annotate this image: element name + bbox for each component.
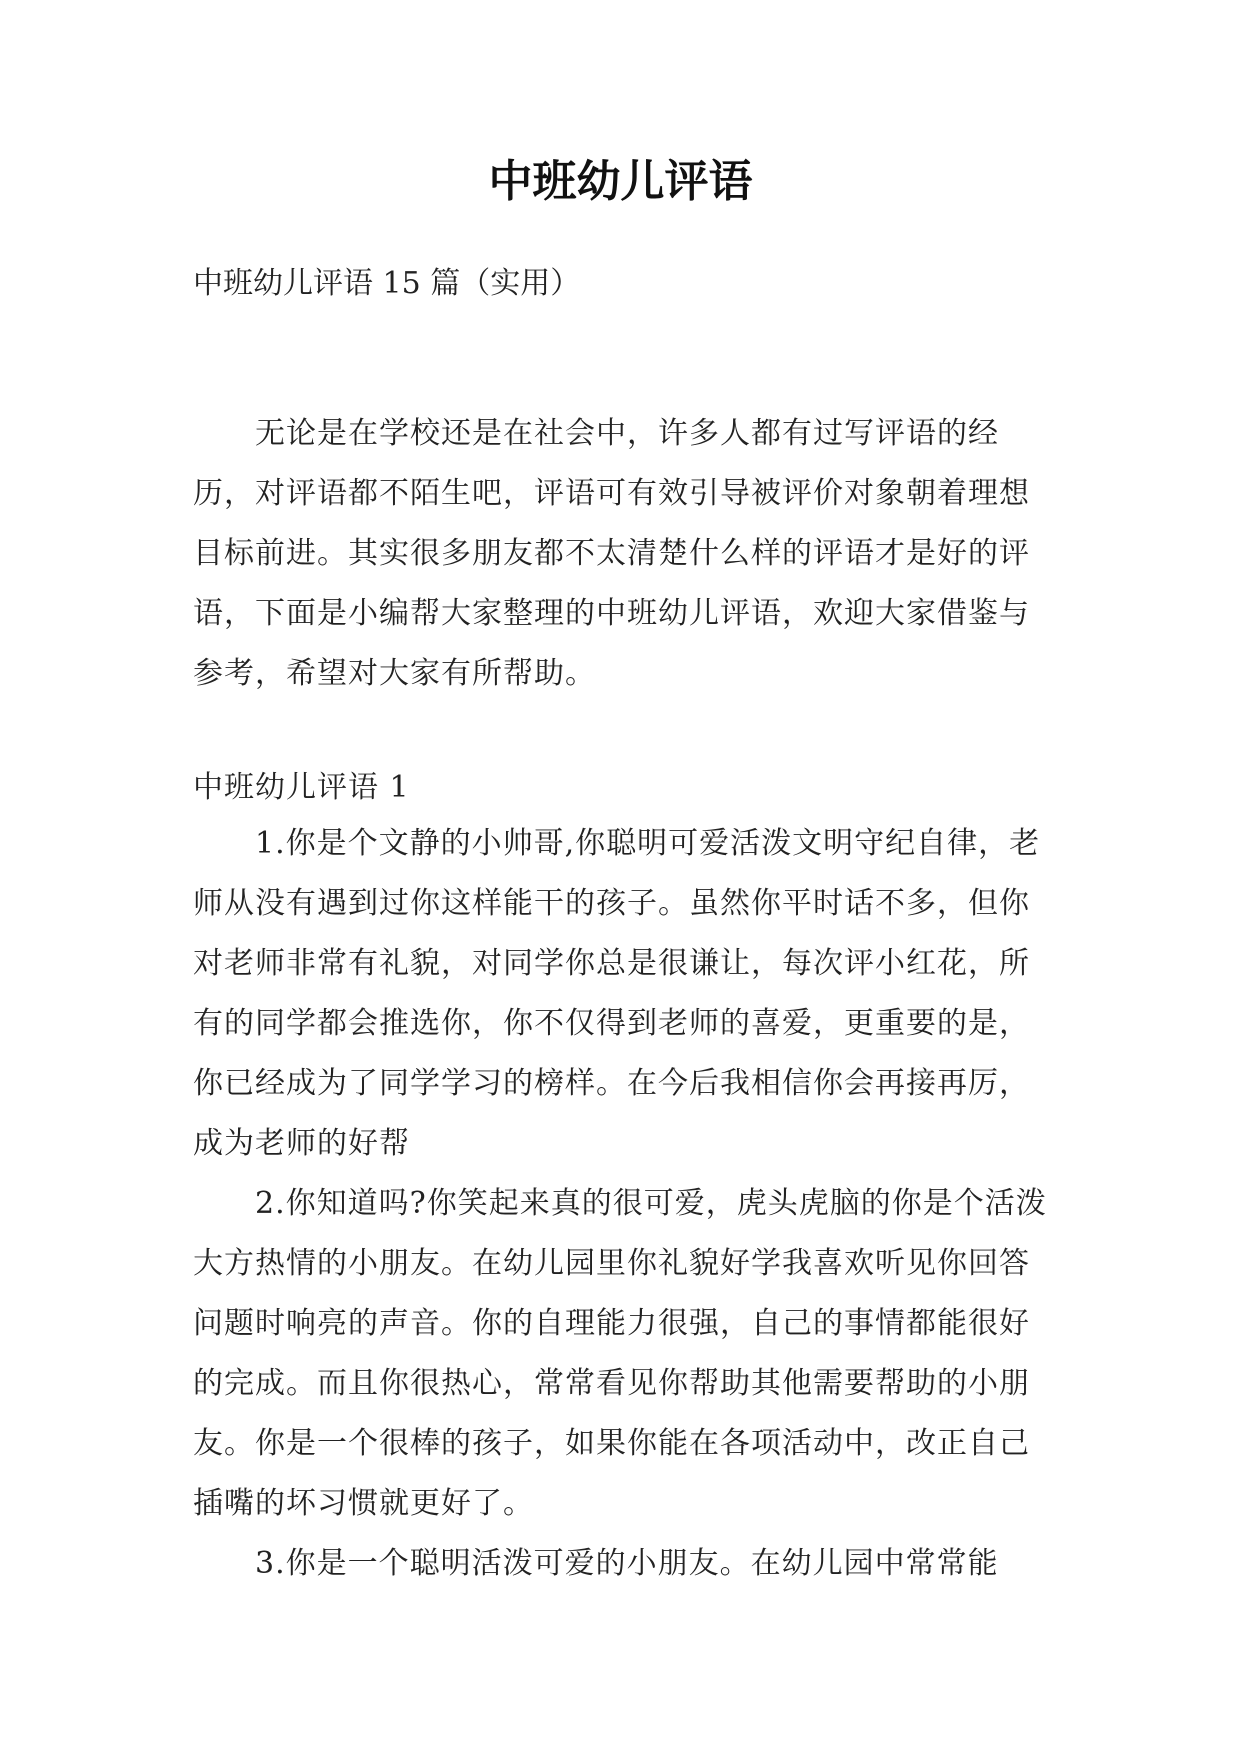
intro-paragraph: 无论是在学校还是在社会中，许多人都有过写评语的经历，对评语都不陌生吧，评语可有效引导被评价对象朝着理想目标前进。其实很多朋友都不太清楚什么样的评语才是好的评语，下面是小编帮大家整理的中班幼儿评语，欢迎大家借鉴与参考，希望对大家有所帮助。 bbox=[193, 416, 1030, 691]
comment-section-1 bbox=[193, 762, 1053, 1594]
section-heading: 中班幼儿评语 1 bbox=[193, 770, 410, 805]
document-subtitle: 中班幼儿评语 15 篇（实用） bbox=[193, 266, 581, 301]
comment-item: 3.你是一个聪明活泼可爱的小朋友。在幼儿园中常常能 bbox=[255, 1546, 999, 1581]
comment-item: 1.你是个文静的小帅哥,你聪明可爱活泼文明守纪自律，老师从没有遇到过你这样能干的孩子。虽然你平时话不多，但你对老师非常有礼貌，对同学你总是很谦让，每次评小红花，所有的同学都会推选你，你不仅得到老师的喜爱，更重要的是，你已经成为了同学学习的榜样。在今后我相信你会再接再厉，成为老师的好帮 bbox=[193, 826, 1041, 1161]
document-title: 中班幼儿评语 bbox=[488, 156, 753, 207]
intro-section bbox=[193, 404, 1053, 704]
comment-item: 2.你知道吗?你笑起来真的很可爱，虎头虎脑的你是个活泼大方热情的小朋友。在幼儿园里你礼貌好学我喜欢听见你回答问题时响亮的声音。你的自理能力很强，自己的事情都能很好的完成。而且你很热心，常常看见你帮助其他需要帮助的小朋友。你是一个很棒的孩子，如果你能在各项活动中，改正自己插嘴的坏习惯就更好了。 bbox=[193, 1186, 1047, 1521]
